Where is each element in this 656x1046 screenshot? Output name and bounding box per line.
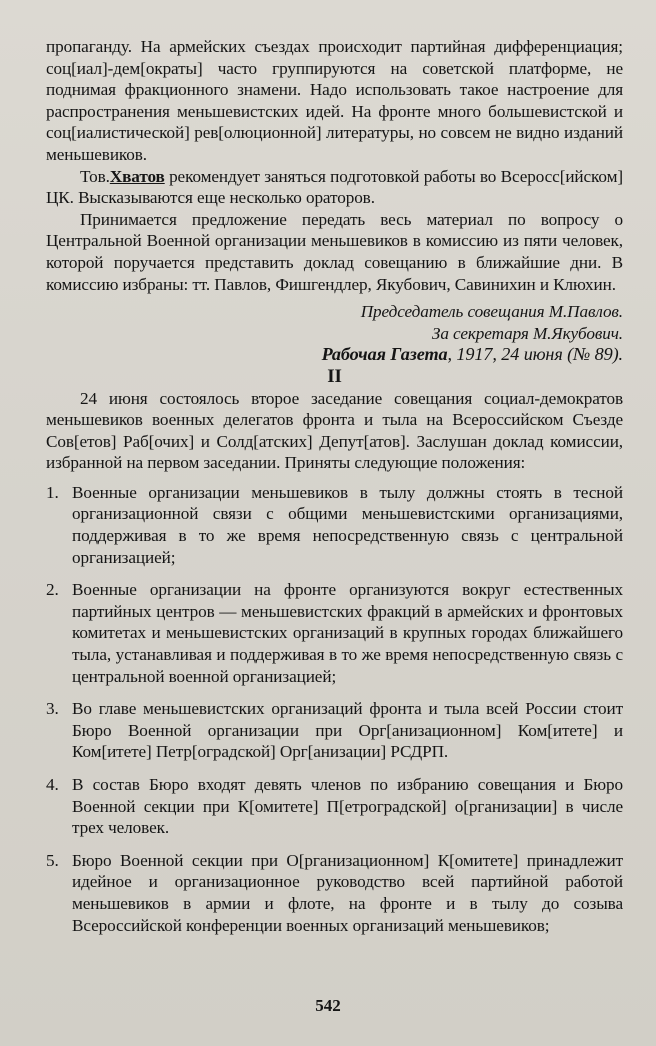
list-item-number: 4. [46,775,59,794]
resolution-list [46,482,623,936]
list-item-number: 3. [46,699,59,719]
list-item-text: Бюро Военной секции при О[рганизационном] К[омитете] принадлежит идейное и организационное руководство всей партийной работой меньшевиков в армии и флоте, на фронте и в тылу до созыва Всероссийской конференции военных организаций меньшевиков; [72,850,623,935]
list-item-number: 2. [46,580,59,600]
paragraph-khvatov [46,166,623,209]
list-item [46,850,623,936]
list-item-text: В состав Бюро входят девять членов по избранию совещания и Бюро Военной секции при К[омитете] П[етроградской] о[рганизации] в числе трех человек. [72,775,623,838]
list-item [46,482,623,568]
paragraph-commission: Принимается предложение передать весь материал по вопросу о Центральной Военной организации меньшевиков в комиссию из пяти человек, которой поручается представить доклад совещанию в ближайшие дни. В комиссию избраны: тт. Павлов, Фишгендлер, Якубович, Савинихин и Клюхин. [46,209,623,294]
list-item-text: Во главе меньшевистских организаций фронта и тыла всей России стоит Бюро Военной организации при Орг[анизационном] Ком[итете] и Ком[итете] Петр[оградской] Орг[анизации] РСДРП. [72,699,623,762]
list-item-text: Военные организации меньшевиков в тылу должны стоять в тесной организационной связи с общими меньшевистскими организациями, поддерживая в то же время непосредственную связь с центральной организацией; [72,482,623,567]
list-item [46,774,623,839]
paragraph-propaganda: пропаганду. На армейских съездах происходит партийная дифференциация; соц[иал]-дем[ократы] часто группируются на советской платформе, не поднимая фракционного знамени. Надо использовать такое настроение для распространения меньшевистских идей. На фронте много большевистской и соц[иалистической] рев[олюционной] литературы, но совсем не видно изданий меньшевиков. [46,37,623,164]
source-name: Рабочая Газета [321,344,448,365]
paragraph-khvatov-prefix: Тов. [80,166,110,186]
list-item [46,698,623,763]
paragraph-intro: 24 июня состоялось второе заседание совещания социал-демократов меньшевиков военных делегатов фронта и тыла на Всероссийском Съезде Сов[етов] Раб[очих] и Солд[атских] Депут[атов]. Заслушан доклад комиссии, избранной на первом заседании. Приняты следующие положения: [46,388,623,473]
section-number: II [327,365,342,387]
list-item [46,579,623,687]
paragraph-khvatov-rest: рекомендует заняться подготовкой работы во Всеросс[ийском] ЦК. Высказываются еще несколько ораторов. [46,166,623,208]
text-column [46,36,623,947]
list-item-text: Военные организации на фронте организуются вокруг естественных партийных центров — меньшевистских фракций в армейских и фронтовых комитетах и меньшевистских организаций в крупных городах ближайшего тыла, устанавливая и поддерживая в то же время непосредственную связь с центральной военной организацией; [72,580,623,686]
list-item-number: 5. [46,850,59,870]
source-citation [46,344,623,366]
source-details: , 1917, 24 июня (№ 89). [447,344,623,365]
speaker-name: Хватов [109,166,165,186]
signature-secretary: За секретаря М.Якубович. [431,323,623,343]
list-item-number: 1. [46,482,59,502]
page-number: 542 [315,996,341,1015]
signature-chair: Председатель совещания М.Павлов. [360,302,623,322]
